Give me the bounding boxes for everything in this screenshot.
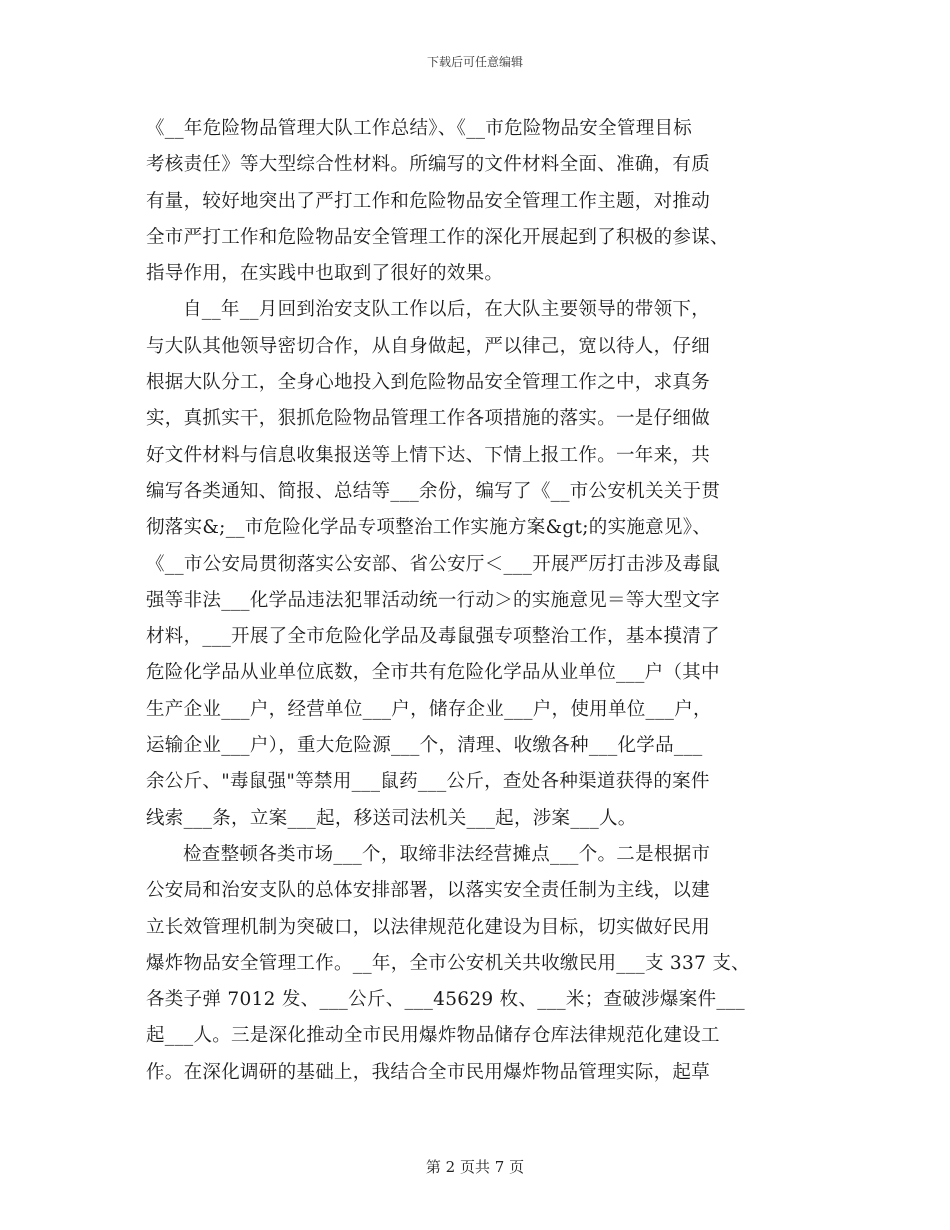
text-line: 彻落实&;__市危险化学品专项整治工作实施方案&gt;的实施意见》、 — [146, 517, 712, 539]
text-line: 危险化学品从业单位底数，全市共有危险化学品从业单位___户（其中 — [146, 662, 720, 684]
text-line: 编写各类通知、简报、总结等___余份，编写了《__市公安机关关于贯 — [146, 480, 721, 502]
paragraph-start-line: 自__年__月回到治安支队工作以后，在大队主要领导的带领下， — [183, 299, 711, 321]
text-line: 好文件材料与信息收集报送等上情下达、下情上报工作。一年来，共 — [146, 444, 711, 466]
text-line: 全市严打工作和危险物品安全管理工作的深化开展起到了积极的参谋、 — [146, 226, 729, 248]
text-line: 公安局和治安支队的总体安排部署，以落实安全责任制为主线，以建 — [146, 880, 711, 902]
text-line: 余公斤、"毒鼠强"等禁用___鼠药___公斤，查处各种渠道获得的案件 — [146, 771, 710, 793]
text-line: 考核责任》等大型综合性材料。所编写的文件材料全面、准确，有质 — [146, 154, 711, 176]
page-number: 第 2 页共 7 页 — [425, 1158, 525, 1176]
text-line: 材料，___开展了全市危险化学品及毒鼠强专项整治工作，基本摸清了 — [146, 626, 720, 648]
text-line: 《__年危险物品管理大队工作总结》、《__市危险物品安全管理目标 — [146, 118, 693, 139]
document-body — [146, 111, 808, 1091]
text-line: 各类子弹 7012 发、___公斤、___45629 枚、___米；查破涉爆案件___ — [146, 989, 745, 1011]
text-line: 立长效管理机制为突破口，以法律规范化建设为目标，切实做好民用 — [146, 916, 711, 938]
paragraph-start-line: 检查整顿各类市场___个，取缔非法经营摊点___个。二是根据市 — [183, 843, 711, 865]
text-line: 生产企业___户，经营单位___户，储存企业___户，使用单位___户， — [146, 698, 712, 720]
text-line: 运输企业___户），重大危险源___个，清理、收缴各种___化学品___ — [146, 735, 703, 757]
text-line: 线索___条，立案___起，移送司法机关___起，涉案___人。 — [146, 807, 637, 829]
text-line: 实，真抓实干，狠抓危险物品管理工作各项措施的落实。一是仔细做 — [146, 408, 711, 430]
text-line: 作。在深化调研的基础上，我结合全市民用爆炸物品管理实际，起草 — [146, 1061, 711, 1083]
text-line: 与大队其他领导密切合作，从自身做起，严以律己，宽以待人，仔细 — [146, 335, 711, 357]
text-line: 指导作用，在实践中也取到了很好的效果。 — [146, 263, 504, 285]
text-line: 《__市公安局贯彻落实公安部、省公安厅＜___开展严厉打击涉及毒鼠 — [146, 553, 721, 575]
text-line: 爆炸物品安全管理工作。__年，全市公安机关共收缴民用___支 337 支、 — [146, 952, 750, 974]
text-line: 有量，较好地突出了严打工作和危险物品安全管理工作主题，对推动 — [146, 190, 711, 212]
text-line: 根据大队分工，全身心地投入到危险物品安全管理工作之中，求真务 — [146, 372, 711, 394]
text-line: 强等非法___化学品违法犯罪活动统一行动＞的实施意见＝等大型文字 — [146, 589, 720, 611]
header-note: 下载后可任意编辑 — [426, 55, 523, 69]
text-line: 起___人。三是深化推动全市民用爆炸物品储存仓库法律规范化建设工 — [146, 1025, 720, 1047]
